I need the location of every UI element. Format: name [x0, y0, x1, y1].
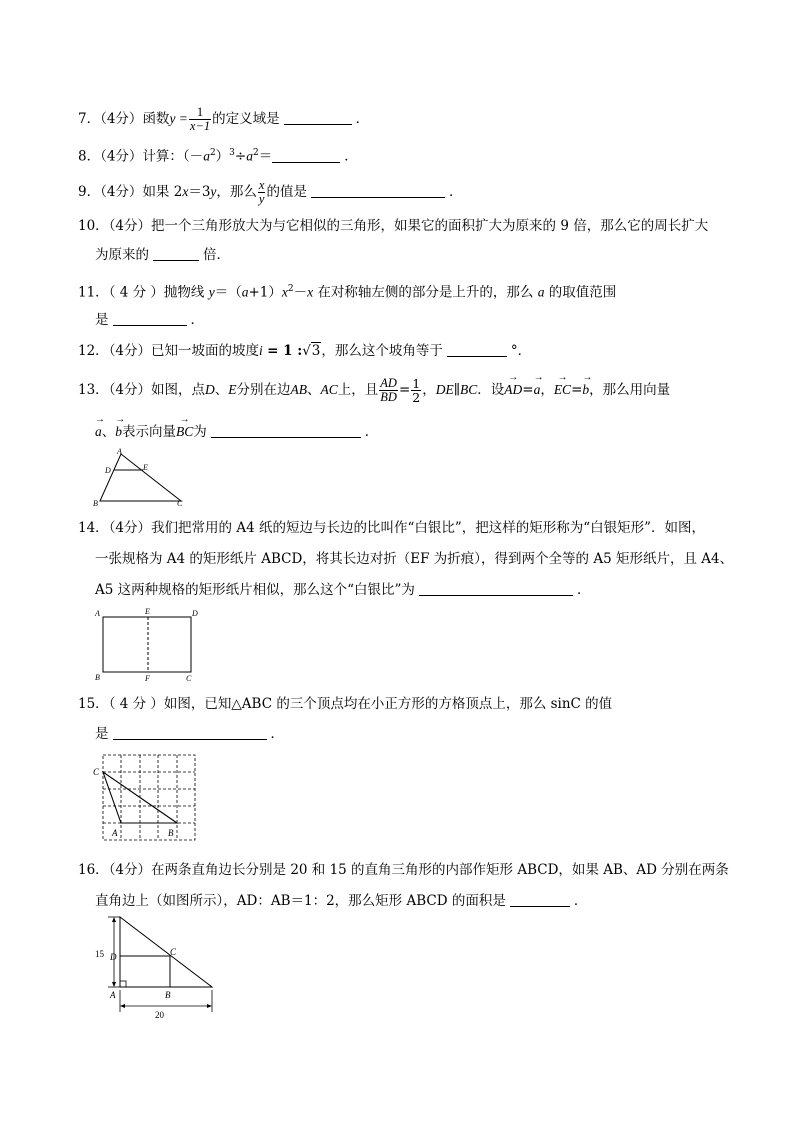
- question-text: ）: [215, 148, 230, 165]
- question-text: 已知一坡面的坡度: [151, 343, 260, 359]
- question-text: 为原来的: [95, 247, 149, 263]
- vector-label: → b: [582, 380, 589, 400]
- answer-blank[interactable]: [311, 183, 445, 198]
- question-text: 把一个三角形放大为与它相似的三角形，如果它的面积扩大为原来的 9 倍，那么它的周长扩大: [151, 218, 709, 234]
- question-number: 16．: [78, 862, 109, 878]
- question-number: 10．: [78, 218, 109, 234]
- label-d: D: [110, 952, 117, 962]
- answer-blank[interactable]: [153, 246, 199, 261]
- vector-label: → b: [115, 422, 122, 442]
- point-label: D: [205, 382, 215, 397]
- math-variable: a: [537, 284, 545, 300]
- label-a: A: [117, 447, 122, 456]
- question-text: 、: [307, 382, 321, 398]
- math-variable: x: [307, 284, 314, 300]
- ratio-sign: = 1 :: [267, 343, 303, 359]
- answer-blank[interactable]: [510, 892, 570, 907]
- question-text: ，那么这个坡角等于: [321, 343, 443, 359]
- radicand: 3: [311, 343, 321, 359]
- fraction-numerator: AD: [380, 376, 397, 390]
- math-variable: i: [259, 343, 263, 358]
- question-score: （4分）: [100, 148, 143, 165]
- question-number: 11．: [78, 284, 109, 301]
- answer-blank[interactable]: [284, 110, 352, 125]
- question-13: [78, 377, 670, 404]
- length-label-15: 15: [95, 949, 104, 959]
- question-text: 上，且: [337, 382, 379, 398]
- question-text: 在对称轴左侧的部分是上升的，那么: [317, 284, 534, 301]
- question-number: 13．: [78, 382, 109, 398]
- question-text: 分别在边: [236, 382, 291, 398]
- math-variable: a: [203, 148, 210, 164]
- question-number: 9．: [78, 184, 101, 200]
- label-c: C: [177, 499, 183, 508]
- question-score: （4分）: [108, 343, 152, 359]
- question-text: 如图，点: [151, 382, 206, 398]
- question-text: 、: [214, 382, 229, 398]
- segment-label: BC: [459, 382, 478, 397]
- label-c: C: [186, 674, 192, 683]
- question-text: ＝3: [188, 184, 211, 200]
- fraction: [379, 377, 398, 404]
- label-b: B: [168, 828, 174, 838]
- question-14-line-3: [95, 580, 590, 600]
- label-e: E: [145, 607, 150, 616]
- operator: －: [293, 284, 308, 301]
- label-a: A: [112, 828, 118, 838]
- punctuation: ．: [190, 312, 204, 328]
- question-score: （4分）: [100, 111, 143, 127]
- question-text: +1）: [248, 284, 282, 301]
- fraction: [189, 106, 211, 133]
- question-text: 如果 2: [142, 184, 183, 200]
- question-score: （ 4 分 ）: [108, 284, 164, 301]
- question-9: [78, 179, 462, 206]
- fraction-numerator: 1: [189, 106, 211, 120]
- exponent: 2: [252, 148, 259, 158]
- math-variable: y: [208, 284, 215, 300]
- question-number: 8．: [78, 148, 101, 165]
- square-root: √3: [302, 343, 321, 359]
- fraction-denominator: 2: [412, 390, 421, 405]
- question-text: 我们把常用的 A4 纸的短边与长边的比叫作“白银比”，把这样的矩形称为“白银矩形”．如图，: [151, 520, 706, 536]
- punctuation: ．: [576, 582, 591, 598]
- label-c: C: [170, 947, 177, 957]
- question-text: A5 这两种规格的矩形纸片相似，那么这个“白银比”为: [95, 582, 415, 598]
- label-a: A: [95, 609, 100, 618]
- question-text: 是: [95, 726, 109, 742]
- operator: =: [398, 382, 411, 398]
- question-text: 直角边上（如图所示），AD：AB＝1：2，那么矩形 ABCD 的面积是: [95, 893, 506, 909]
- exponent: 3: [229, 148, 235, 158]
- question-text: 一张规格为 A4 的矩形纸片 ABCD，将其长边对折（EF 为折痕），得到两个全等的 A5 矩形纸片，且 A4、: [95, 551, 734, 567]
- label-d: D: [105, 466, 111, 475]
- question-number: 12．: [78, 343, 109, 359]
- question-text: 在两条直角边长分别是 20 和 15 的直角三角形的内部作矩形 ABCD，如果 AB、AD 分别在两条: [151, 862, 729, 878]
- fraction: [411, 377, 421, 404]
- question-text: 的取值范围: [548, 284, 617, 301]
- exponent: 2: [287, 284, 294, 294]
- punctuation: ．: [270, 726, 284, 742]
- fraction-denominator: BD: [380, 390, 397, 404]
- question-11: [78, 279, 616, 303]
- question-15-line-2: [95, 724, 284, 744]
- answer-blank[interactable]: [211, 423, 361, 438]
- question-text: 如图，已知△ABC 的三个顶点均在小正方形的方格顶点上，那么 sinC 的值: [163, 696, 613, 712]
- fraction-denominator: y: [258, 192, 265, 206]
- question-text: 表示向量: [122, 424, 176, 440]
- punctuation: ．: [573, 893, 588, 909]
- question-score: （ 4 分 ）: [108, 696, 164, 712]
- answer-blank[interactable]: [113, 725, 267, 740]
- fraction-numerator: x: [258, 178, 265, 192]
- answer-blank[interactable]: [447, 342, 507, 357]
- label-d: D: [192, 609, 198, 618]
- label-b: B: [165, 990, 171, 1000]
- right-triangle-figure: [90, 912, 220, 1022]
- question-text: 函数: [142, 111, 170, 127]
- question-number: 7．: [78, 111, 101, 127]
- punctuation: ．: [355, 111, 370, 127]
- question-text: 的定义域是: [212, 111, 280, 127]
- punctuation: ．: [448, 184, 463, 200]
- length-label-20: 20: [155, 1010, 164, 1020]
- rectangle-abcd: [120, 956, 170, 987]
- question-14: [78, 518, 705, 538]
- question-text: ，那么用向量: [589, 382, 671, 398]
- fraction-denominator: x−1: [189, 119, 211, 133]
- math-variable: a: [246, 148, 253, 164]
- segment-label: DE: [435, 382, 454, 397]
- vector-label: → AD: [504, 380, 522, 400]
- question-16: [78, 860, 729, 880]
- math-variable: x: [281, 284, 288, 300]
- answer-blank[interactable]: [113, 311, 187, 326]
- question-text: 的值是: [266, 184, 307, 200]
- question-number: 14．: [78, 520, 109, 536]
- question-text: 计算：（－: [142, 148, 204, 165]
- answer-blank[interactable]: [419, 581, 573, 596]
- question-score: （4分）: [108, 218, 152, 234]
- question-10-line-2: [95, 245, 230, 265]
- question-8: [78, 143, 358, 167]
- math-variable: a: [241, 284, 249, 300]
- question-10: [78, 216, 708, 236]
- label-a: A: [110, 990, 116, 1000]
- segment-label: AB: [290, 382, 308, 397]
- question-7: [78, 106, 369, 133]
- question-16-line-2: [95, 891, 587, 911]
- triangle-figure: [90, 446, 200, 510]
- question-11-line-2: [95, 310, 204, 330]
- question-15: [78, 694, 612, 714]
- punctuation: ，: [540, 382, 554, 398]
- punctuation: ．: [344, 148, 358, 165]
- segment-label: AC: [320, 382, 338, 397]
- math-variable: x: [182, 184, 189, 199]
- fraction-numerator: 1: [412, 376, 421, 391]
- point-label: E: [228, 382, 237, 397]
- punctuation: °．: [510, 343, 532, 359]
- question-number: 15．: [78, 696, 109, 712]
- question-text: ，那么: [216, 184, 257, 200]
- question-score: （4分）: [100, 184, 143, 200]
- question-score: （4分）: [108, 382, 152, 398]
- question-text: 为: [193, 424, 207, 440]
- fraction: [258, 179, 266, 206]
- vector-label: → a: [95, 422, 102, 442]
- question-13-line-2: [95, 422, 378, 442]
- rectangle-abcd: [103, 617, 191, 672]
- punctuation: 、: [101, 424, 116, 440]
- operator: =: [522, 382, 534, 398]
- question-score: （4分）: [108, 520, 152, 536]
- punctuation: ．: [364, 424, 379, 440]
- question-text: ＝（: [214, 284, 242, 301]
- vector-label: → BC: [176, 422, 193, 442]
- question-text: 是: [95, 312, 109, 328]
- question-14-line-2: [95, 549, 733, 569]
- right-angle-mark: [120, 981, 126, 987]
- math-variable: y: [210, 184, 217, 199]
- vector-label: → a: [534, 380, 541, 400]
- label-b: B: [93, 499, 98, 508]
- punctuation: ，: [422, 382, 436, 398]
- exponent: 2: [209, 148, 216, 158]
- rectangle-figure: [90, 604, 210, 684]
- label-c: C: [93, 767, 100, 777]
- label-f: F: [145, 674, 150, 683]
- operator: ÷: [234, 148, 247, 165]
- triangle-abc: [100, 454, 181, 501]
- math-expression: y =: [169, 111, 188, 126]
- operator: ∥: [453, 382, 460, 398]
- right-triangle: [120, 917, 212, 987]
- operator: =: [571, 382, 583, 398]
- question-text: 抛物线: [163, 284, 205, 301]
- label-b: B: [95, 673, 100, 682]
- grid-figure: [90, 750, 200, 844]
- label-e: E: [143, 463, 148, 472]
- vector-label: → EC: [554, 380, 571, 400]
- question-text: 倍．: [203, 247, 230, 263]
- operator: ＝: [258, 148, 273, 165]
- answer-blank[interactable]: [272, 148, 340, 163]
- question-text: ．设: [477, 382, 505, 398]
- question-score: （4分）: [108, 862, 152, 878]
- question-12: [78, 341, 531, 361]
